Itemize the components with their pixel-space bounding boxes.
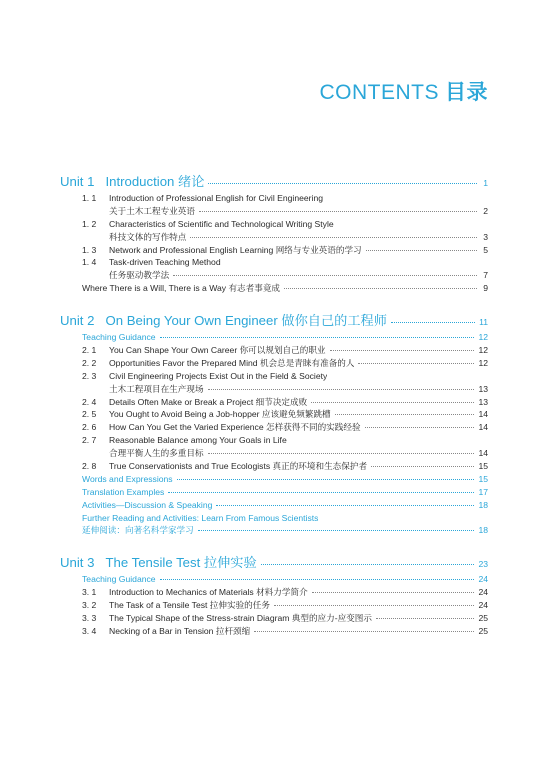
- dot-leader: [173, 274, 477, 276]
- page-number: 14: [478, 448, 488, 459]
- dot-leader: [199, 210, 477, 212]
- entry-text: [82, 499, 212, 512]
- page-number: 13: [478, 396, 488, 407]
- section-number: 3. 3: [82, 613, 97, 624]
- entry-text: [82, 599, 270, 612]
- toc-entry[interactable]: [60, 473, 488, 486]
- toc-entry[interactable]: [60, 383, 488, 396]
- toc-entry[interactable]: [60, 573, 488, 586]
- toc-entry[interactable]: [60, 370, 488, 383]
- unit-spacer: [60, 537, 488, 549]
- entry-title: 土木工程项目在生产现场: [109, 383, 204, 394]
- dot-leader: [208, 182, 477, 184]
- toc-entry[interactable]: [60, 396, 488, 409]
- entry-title: Introduction to Mechanics of Materials 材料力学简介: [109, 587, 308, 598]
- section-number: 1. 2: [82, 218, 97, 229]
- entry-title: 科技文体的写作特点: [109, 231, 187, 242]
- dot-leader: [330, 349, 475, 351]
- page-number: 11: [479, 317, 488, 328]
- toc-entry[interactable]: [60, 218, 488, 231]
- toc-entry[interactable]: [60, 447, 488, 460]
- section-number: 2. 7: [82, 435, 97, 446]
- dot-leader: [312, 591, 475, 593]
- entry-title: The Typical Shape of the Stress-strain Diagram 典型的应力-应变图示: [109, 613, 372, 624]
- page-number: 25: [478, 613, 488, 624]
- section-number: 1. 4: [82, 257, 97, 268]
- entry-text: [82, 396, 307, 409]
- entry-text: [82, 512, 318, 525]
- page-number: 18: [478, 499, 488, 510]
- page-number: 5: [483, 244, 488, 255]
- entry-title: Characteristics of Scientific and Technological Writing Style: [109, 218, 334, 229]
- entry-text: [82, 473, 173, 486]
- dot-leader: [391, 321, 475, 323]
- dot-leader: [160, 578, 475, 580]
- toc-entry[interactable]: [60, 625, 488, 638]
- entry-title: Opportunities Favor the Prepared Mind 机会总是青睐有准备的人: [109, 357, 355, 368]
- entry-text: [82, 370, 327, 383]
- toc-entry[interactable]: [60, 231, 488, 244]
- page-number: 14: [478, 422, 488, 433]
- page-number: 17: [478, 486, 488, 497]
- entry-title: Translation Examples: [82, 486, 165, 497]
- entry-title: The Task of a Tensile Test 拉伸实验的任务: [109, 600, 270, 611]
- page-number: 15: [478, 473, 488, 484]
- page-number: 12: [478, 332, 488, 343]
- unit-title: [60, 311, 387, 331]
- unit-title-text: On Being Your Own Engineer 做你自己的工程师: [105, 313, 387, 329]
- dot-leader: [366, 249, 477, 251]
- section-number: 2. 8: [82, 461, 97, 472]
- unit-title: [60, 553, 257, 573]
- entry-text: [82, 524, 194, 537]
- dot-leader: [335, 413, 475, 415]
- entry-text: [82, 357, 354, 370]
- toc-entry[interactable]: [60, 486, 488, 499]
- toc-entry[interactable]: [60, 357, 488, 370]
- toc-entry[interactable]: [60, 256, 488, 269]
- toc-entry[interactable]: [60, 524, 488, 537]
- entry-text: [109, 269, 169, 282]
- page-number: 24: [478, 587, 488, 598]
- page-number: 25: [478, 625, 488, 636]
- dot-leader: [254, 630, 474, 632]
- section-number: 3. 1: [82, 587, 97, 598]
- entry-text: [109, 205, 195, 218]
- page-number: 18: [478, 525, 488, 536]
- entry-text: [82, 586, 308, 599]
- unit-title-text: Introduction 绪论: [105, 174, 205, 189]
- page-number: 23: [478, 559, 488, 570]
- table-of-contents: [60, 168, 488, 638]
- entry-title: Teaching Guidance: [82, 574, 156, 585]
- page-title: [320, 76, 489, 106]
- section-number: 2. 4: [82, 396, 97, 407]
- entry-text: [82, 331, 156, 344]
- dot-leader: [311, 401, 474, 403]
- entry-text: [109, 383, 204, 396]
- section-number: 3. 2: [82, 600, 97, 611]
- page-number: 24: [478, 574, 488, 585]
- entry-title: Civil Engineering Projects Exist Out in the Field & Society: [109, 370, 328, 381]
- page-number: 9: [483, 283, 488, 294]
- entry-text: [82, 434, 287, 447]
- entry-title: Teaching Guidance: [82, 332, 156, 343]
- toc-unit-heading[interactable]: [60, 172, 488, 192]
- entry-text: [82, 573, 156, 586]
- page-number: 12: [478, 357, 488, 368]
- section-number: 1. 3: [82, 244, 97, 255]
- entry-text: [82, 256, 221, 269]
- entry-title: Necking of a Bar in Tension 拉杆颈缩: [109, 625, 251, 636]
- toc-entry[interactable]: [60, 460, 488, 473]
- dot-leader: [376, 617, 474, 619]
- toc-entry[interactable]: [60, 408, 488, 421]
- toc-entry[interactable]: [60, 192, 488, 205]
- entry-title: 关于土木工程专业英语: [109, 205, 195, 216]
- entry-text: [109, 231, 186, 244]
- entry-title: Details Often Make or Break a Project 细节决定成败: [109, 396, 308, 407]
- dot-leader: [208, 452, 475, 454]
- entry-title: Network and Professional English Learning 网络与专业英语的学习: [109, 244, 362, 255]
- section-number: 2. 1: [82, 345, 97, 356]
- entry-title: 合理平衡人生的多重目标: [109, 448, 204, 459]
- section-number: 3. 4: [82, 625, 97, 636]
- entry-title: You Can Shape Your Own Career 你可以规划自己的职业: [109, 345, 326, 356]
- dot-leader: [168, 491, 474, 493]
- entry-title: You Ought to Avoid Being a Job-hopper 应该避免频繁跳槽: [109, 409, 331, 420]
- entry-title: Reasonable Balance among Your Goals in Life: [109, 435, 287, 446]
- entry-text: [82, 625, 250, 638]
- entry-text: [82, 244, 362, 257]
- toc-entry[interactable]: [60, 499, 488, 512]
- toc-entry[interactable]: [60, 282, 488, 295]
- entry-title: 延伸阅读：向著名科学家学习: [82, 525, 194, 536]
- toc-entry[interactable]: [60, 434, 488, 447]
- section-number: 2. 2: [82, 357, 97, 368]
- entry-title: Task-driven Teaching Method: [109, 257, 221, 268]
- dot-leader: [208, 388, 475, 390]
- toc-entry[interactable]: [60, 344, 488, 357]
- toc-entry[interactable]: [60, 612, 488, 625]
- dot-leader: [190, 236, 477, 238]
- contents-title-en: CONTENTS: [319, 81, 439, 104]
- dot-leader: [365, 426, 475, 428]
- toc-entry[interactable]: [60, 269, 488, 282]
- unit-title-text: The Tensile Test 拉伸实验: [105, 555, 257, 571]
- page-number: 24: [478, 600, 488, 611]
- entry-title: 任务驱动教学法: [109, 270, 170, 281]
- entry-title: Activities—Discussion & Speaking: [82, 499, 213, 510]
- entry-text: [82, 421, 361, 434]
- entry-text: [109, 447, 204, 460]
- dot-leader: [160, 336, 475, 338]
- dot-leader: [274, 604, 474, 606]
- section-number: 2. 3: [82, 370, 97, 381]
- dot-leader: [177, 478, 475, 480]
- page-number: 15: [478, 461, 488, 472]
- unit-label: Unit 1: [60, 174, 95, 189]
- entry-text: [82, 218, 334, 231]
- dot-leader: [198, 529, 475, 531]
- dot-leader: [371, 465, 474, 467]
- entry-text: [82, 408, 331, 421]
- dot-leader: [284, 287, 477, 289]
- entry-title: Words and Expressions: [82, 473, 173, 484]
- toc-entry[interactable]: [60, 599, 488, 612]
- section-number: 2. 6: [82, 422, 97, 433]
- toc-entry[interactable]: [60, 512, 488, 525]
- entry-text: [82, 282, 280, 295]
- entry-text: [82, 612, 372, 625]
- section-number: 1. 1: [82, 193, 97, 203]
- entry-title: Introduction of Professional English for Civil Engineering: [109, 193, 324, 203]
- entry-text: [82, 486, 164, 499]
- entry-title: True Conservationists and True Ecologists 真正的环境和生态保护者: [109, 461, 368, 472]
- dot-leader: [358, 362, 474, 364]
- entry-title: Where There is a Will, There is a Way 有志者事竟成: [82, 283, 281, 294]
- page-number: 7: [483, 270, 488, 281]
- entry-title: How Can You Get the Varied Experience 怎样获得不同的实践经验: [109, 422, 361, 433]
- unit-label: Unit 3: [60, 555, 95, 571]
- page-number: 2: [483, 205, 488, 216]
- entry-text: [82, 344, 326, 357]
- toc-entry[interactable]: [60, 244, 488, 257]
- toc-entry[interactable]: [60, 205, 488, 218]
- unit-title: [60, 172, 204, 192]
- page-number: 14: [478, 409, 488, 420]
- page-number: 12: [478, 345, 488, 356]
- toc-unit-heading[interactable]: [60, 553, 488, 573]
- page-number: 3: [483, 231, 488, 242]
- entry-title: Further Reading and Activities: Learn From Famous Scientists: [82, 512, 319, 523]
- entry-text: [82, 460, 367, 473]
- dot-leader: [216, 504, 474, 506]
- toc-entry[interactable]: [60, 586, 488, 599]
- contents-title-cn: 目录: [445, 81, 488, 104]
- toc-unit-heading[interactable]: [60, 311, 488, 331]
- dot-leader: [261, 563, 475, 565]
- page-number: 1: [483, 178, 488, 188]
- page-number: 13: [478, 383, 488, 394]
- section-number: 2. 5: [82, 409, 97, 420]
- unit-label: Unit 2: [60, 313, 95, 329]
- entry-text: [82, 192, 323, 205]
- unit-spacer: [60, 295, 488, 307]
- toc-entry[interactable]: [60, 421, 488, 434]
- toc-entry[interactable]: [60, 331, 488, 344]
